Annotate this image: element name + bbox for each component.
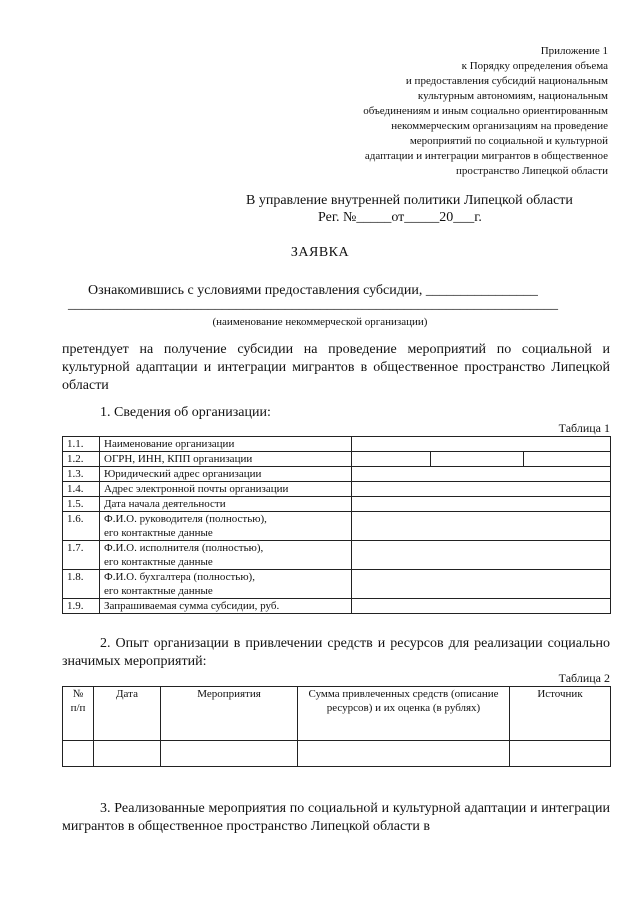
header-number: № п/п [63, 687, 94, 741]
value-cell[interactable] [352, 467, 611, 482]
inn-cell[interactable] [431, 452, 524, 467]
value-cell[interactable] [352, 512, 611, 541]
table-row [63, 570, 611, 599]
value-cell[interactable] [352, 570, 611, 599]
row-label: Дата начала деятельности [100, 497, 352, 512]
table-row [63, 482, 611, 497]
table-row [63, 497, 611, 512]
cell-events[interactable] [161, 741, 298, 767]
row-number: 1.4. [63, 482, 100, 497]
appendix-line: культурным автономиям, национальным [417, 90, 608, 102]
section3-paragraph: 3. Реализованные мероприятия по социальной и культурной адаптации и интеграции мигрантов в общественное пространство Липецкой области в [62, 801, 610, 834]
funding-experience-table [62, 686, 611, 767]
row-label: Ф.И.О. исполнителя (полностью), его контактные данные [100, 541, 352, 570]
table2-label: Таблица 2 [558, 671, 610, 685]
row-label: Запрашиваемая сумма субсидии, руб. [100, 599, 352, 614]
table-row [63, 599, 611, 614]
header-events: Мероприятия [161, 687, 298, 741]
cell-number[interactable] [63, 741, 94, 767]
appendix-line: к Порядку определения объема [461, 60, 608, 72]
row-label: Ф.И.О. руководителя (полностью), его контактные данные [100, 512, 352, 541]
cell-amount[interactable] [298, 741, 510, 767]
table-row [63, 437, 611, 452]
row-number: 1.7. [63, 541, 100, 570]
header-date: Дата [94, 687, 161, 741]
organization-name-caption: (наименование некоммерческой организации) [212, 316, 428, 328]
table-row [63, 741, 611, 767]
appendix-line: некоммерческим организациям на проведение [391, 120, 608, 132]
organization-info-table [62, 436, 611, 614]
section1-heading: 1. Сведения об организации: [100, 405, 271, 420]
row-number: 1.3. [63, 467, 100, 482]
header-amount: Сумма привлеченных средств (описание ресурсов) и их оценка (в рублях) [298, 687, 510, 741]
appendix-line: пространство Липецкой области [455, 165, 608, 177]
row-number: 1.8. [63, 570, 100, 599]
row-number: 1.2. [63, 452, 100, 467]
table-header-row [63, 687, 611, 741]
value-cell[interactable] [352, 482, 611, 497]
kpp-cell[interactable] [524, 452, 611, 467]
table-row [63, 452, 611, 467]
document-title: ЗАЯВКА [290, 245, 350, 260]
appendix-line: адаптации и интеграции мигрантов в общественное [364, 150, 608, 162]
appendix-line: объединениям и иным социально ориентированным [363, 105, 608, 117]
row-label: Наименование организации [100, 437, 352, 452]
value-cell[interactable] [352, 541, 611, 570]
value-cell[interactable] [352, 599, 611, 614]
cell-source[interactable] [510, 741, 611, 767]
addressee-line: В управление внутренней политики Липецкой области [246, 193, 573, 208]
row-number: 1.9. [63, 599, 100, 614]
table-row [63, 467, 611, 482]
cell-date[interactable] [94, 741, 161, 767]
appendix-line: и предоставления субсидий национальным [405, 75, 608, 87]
row-label: ОГРН, ИНН, КПП организации [100, 452, 352, 467]
table1-label: Таблица 1 [558, 421, 610, 435]
table-row [63, 541, 611, 570]
ogrn-cell[interactable] [352, 452, 431, 467]
appendix-line: Приложение 1 [540, 45, 608, 57]
header-source: Источник [510, 687, 611, 741]
acquaintance-line: Ознакомившись с условиями предоставления субсидии, ________________ [88, 283, 538, 298]
value-cell[interactable] [352, 497, 611, 512]
row-label: Адрес электронной почты организации [100, 482, 352, 497]
value-cell[interactable] [352, 437, 611, 452]
row-number: 1.6. [63, 512, 100, 541]
appendix-block [308, 44, 608, 179]
organization-name-blank: ______________________________________________________________________ [68, 297, 558, 312]
row-number: 1.1. [63, 437, 100, 452]
registration-line: Рег. №_____от_____20___г. [318, 210, 482, 225]
claim-paragraph: претендует на получение субсидии на проведение мероприятий по социальной и культурной адаптации и интеграции мигрантов в общественное пространство Липецкой области [62, 342, 610, 393]
section2-paragraph: 2. Опыт организации в привлечении средств и ресурсов для реализации социально значимых мероприятий: [62, 636, 610, 669]
appendix-line: мероприятий по социальной и культурной [409, 135, 608, 147]
row-number: 1.5. [63, 497, 100, 512]
row-label: Юридический адрес организации [100, 467, 352, 482]
table-row [63, 512, 611, 541]
row-label: Ф.И.О. бухгалтера (полностью), его контактные данные [100, 570, 352, 599]
